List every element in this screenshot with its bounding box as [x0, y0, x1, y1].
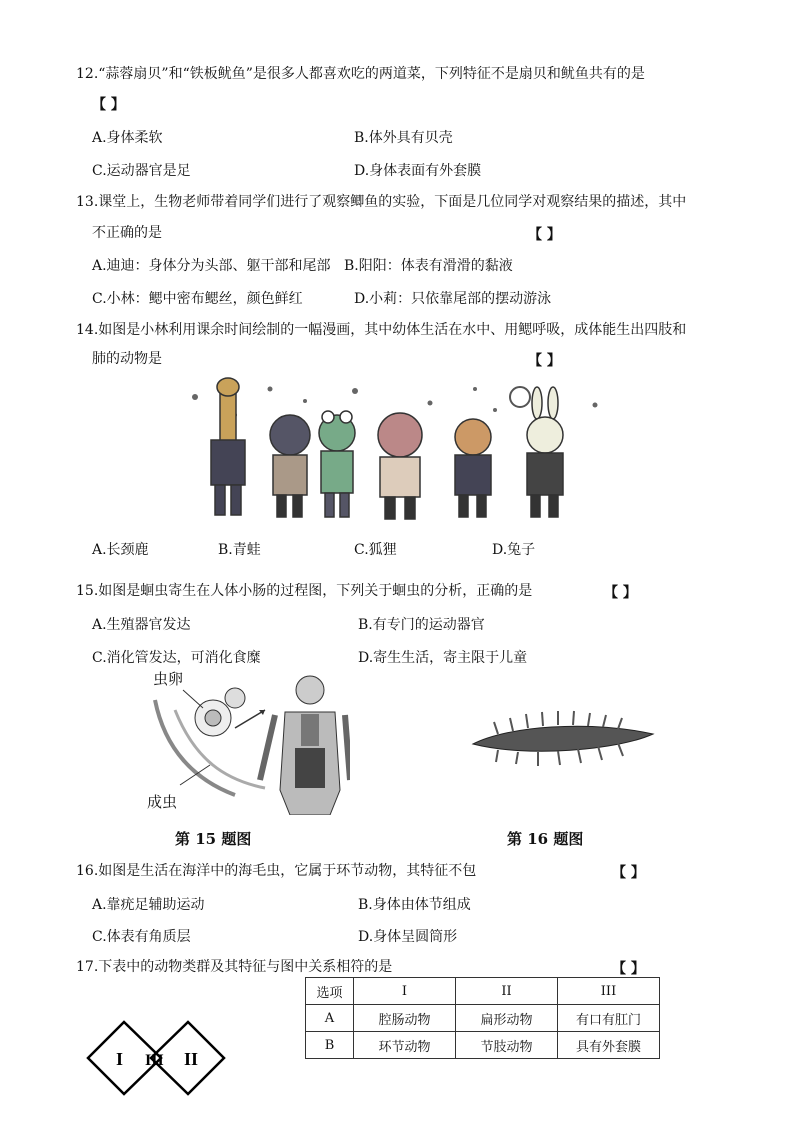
q16-stem: 16.如图是生活在海洋中的海毛虫，它属于环节动物，其特征不包 — [76, 863, 477, 879]
q13-stem-cont: 不正确的是 — [92, 225, 162, 241]
q14-option-a: A.长颈鹿 — [92, 542, 149, 558]
table-header-cell: I — [354, 978, 456, 1005]
q15-stem: 15.如图是蛔虫寄生在人体小肠的过程图，下列关于蛔虫的分析，正确的是 — [76, 583, 533, 599]
q15-option-d: D.寄生生活，寄主限于儿童 — [358, 650, 528, 666]
q13-option-b: B.阳阳：体表有滑滑的黏液 — [344, 258, 513, 274]
q14-cartoon-animals-image — [175, 375, 620, 530]
table-cell: 有口有肛门 — [558, 1005, 660, 1032]
q12-option-c: C.运动器官是足 — [92, 163, 191, 179]
table-header-row — [306, 978, 660, 1005]
q14-option-b: B.青蛙 — [218, 542, 261, 558]
table-cell: 腔肠动物 — [354, 1005, 456, 1032]
q13-option-c: C.小林：鳃中密布鳃丝，颜色鲜红 — [92, 291, 303, 307]
diagram-label-ii: II — [184, 1049, 199, 1069]
diagram-label-iii: III — [145, 1052, 164, 1069]
q15-option-c: C.消化管发达，可消化食糜 — [92, 650, 261, 666]
table-row — [306, 1005, 660, 1032]
q16-sea-worm-image — [468, 706, 660, 768]
q13-option-a: A.迪迪：身体分为头部、躯干部和尾部 — [92, 258, 331, 274]
q12-option-d: D.身体表面有外套膜 — [354, 163, 482, 179]
q15-adult-label: 成虫 — [147, 793, 178, 811]
q16-option-d: D.身体呈圆筒形 — [358, 929, 458, 945]
table-cell: 节肢动物 — [456, 1032, 558, 1059]
table-cell: A — [306, 1005, 354, 1032]
q17-overlap-diagram — [86, 1019, 226, 1097]
q17-stem: 17.下表中的动物类群及其特征与图中关系相符的是 — [76, 959, 393, 975]
q13-stem: 13.课堂上，生物老师带着同学们进行了观察鲫鱼的实验，下面是几位同学对观察结果的描述，其中 — [76, 194, 687, 210]
q16-answer-bracket: 【 】 — [612, 865, 645, 881]
table-header-cell: II — [456, 978, 558, 1005]
q15-option-a: A.生殖器官发达 — [92, 617, 191, 633]
q12-option-b: B.体外具有贝壳 — [354, 130, 453, 146]
q12-stem: 12.“蒜蓉扇贝”和“铁板鱿鱼”是很多人都喜欢吃的两道菜，下列特征不是扇贝和鱿鱼共有的是 — [76, 66, 645, 82]
table-cell: 具有外套膜 — [558, 1032, 660, 1059]
q14-answer-bracket: 【 】 — [528, 353, 561, 369]
q14-option-d: D.兔子 — [492, 542, 536, 558]
table-row — [306, 1032, 660, 1059]
q16-option-b: B.身体由体节组成 — [358, 897, 471, 913]
q17-answer-bracket: 【 】 — [612, 961, 645, 977]
q17-options-table — [305, 977, 660, 1059]
q12-answer-bracket: 【 】 — [92, 97, 125, 113]
table-cell: 环节动物 — [354, 1032, 456, 1059]
q13-option-d: D.小莉：只依靠尾部的摆动游泳 — [354, 291, 552, 307]
table-header-cell: 选项 — [306, 978, 354, 1005]
q14-stem: 14.如图是小林利用课余时间绘制的一幅漫画，其中幼体生活在水中、用鳃呼吸，成体能生出四肢和 — [76, 322, 687, 338]
table-cell: 扁形动物 — [456, 1005, 558, 1032]
q12-option-a: A.身体柔软 — [92, 130, 163, 146]
q13-answer-bracket: 【 】 — [528, 227, 561, 243]
q16-option-c: C.体表有角质层 — [92, 929, 191, 945]
table-header-cell: III — [558, 978, 660, 1005]
q14-stem-cont: 肺的动物是 — [92, 351, 162, 367]
q15-egg-label: 虫卵 — [153, 670, 184, 688]
q15-figure-caption: 第 15 题图 — [175, 830, 252, 848]
q15-option-b: B.有专门的运动器官 — [358, 617, 485, 633]
q14-option-c: C.狐狸 — [354, 542, 397, 558]
table-cell: B — [306, 1032, 354, 1059]
q16-figure-caption: 第 16 题图 — [507, 830, 584, 848]
q16-option-a: A.靠疣足辅助运动 — [92, 897, 205, 913]
diagram-label-i: I — [116, 1049, 124, 1069]
q15-answer-bracket: 【 】 — [604, 585, 637, 601]
